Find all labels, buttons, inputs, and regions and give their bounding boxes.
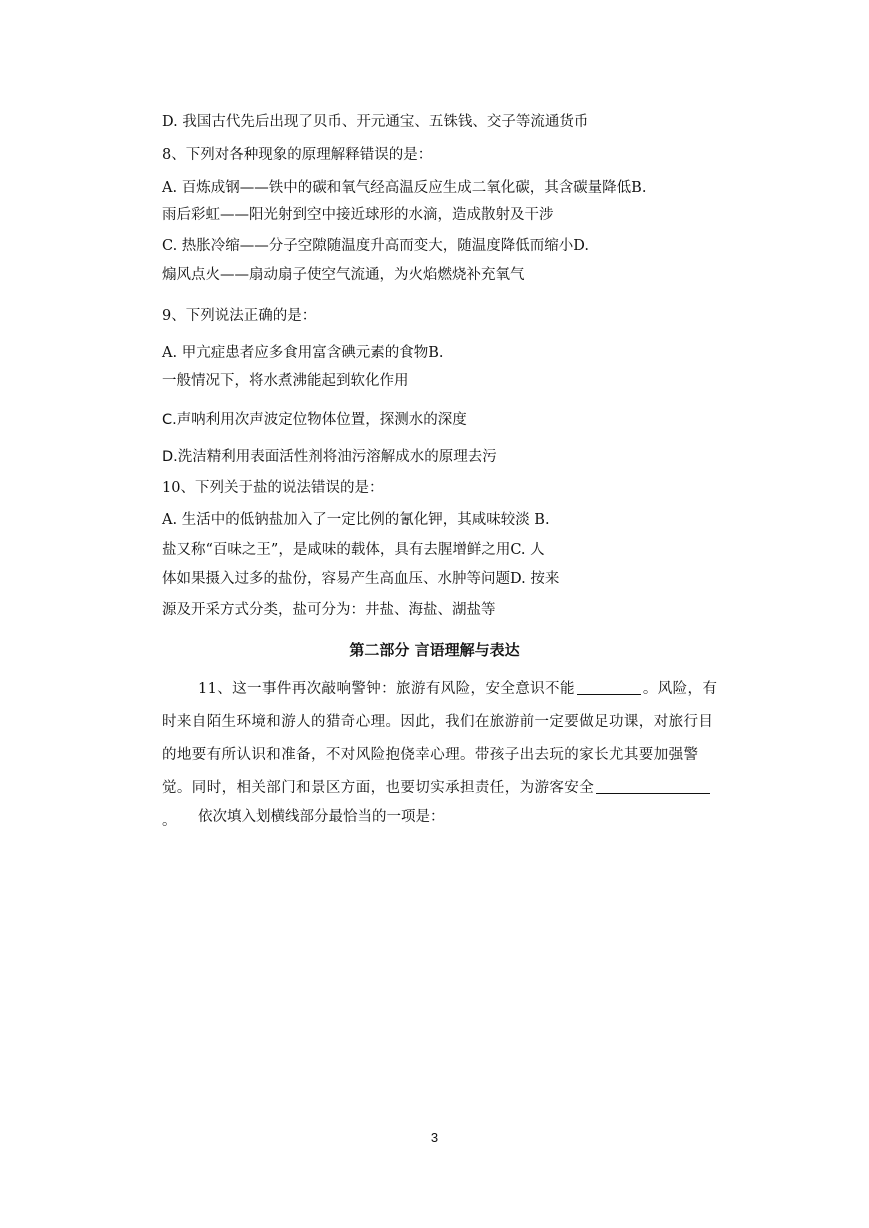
- q8-line-1: A. 百炼成钢——铁中的碳和氧气经高温反应生成二氧化碳，其含碳量降低B.: [162, 180, 647, 196]
- q8-line-3: C. 热胀冷缩——分子空隙随温度升高而变大，随温度降低而缩小D.: [162, 238, 590, 254]
- q7-option-d: D. 我国古代先后出现了贝币、开元通宝、五铢钱、交子等流通货币: [162, 114, 589, 130]
- q10-line-3: 体如果摄入过多的盐份，容易产生高血压、水肿等问题D. 按来: [162, 571, 560, 587]
- q9-option-c: C.声呐利用次声波定位物体位置，探测水的深度: [162, 412, 467, 428]
- page-number: 3: [430, 1130, 439, 1145]
- q9-option-d: D.洗洁精利用表面活性剂将油污溶解成水的原理去污: [162, 449, 497, 465]
- q10-line-2: 盐又称“百味之王”，是咸味的载体，具有去腥增鲜之用C. 人: [162, 542, 545, 558]
- q9-line-2: 一般情况下，将水煮沸能起到软化作用: [162, 373, 409, 389]
- section-heading: 第二部分 言语理解与表达: [349, 641, 520, 659]
- q10-line-4: 源及开采方式分类，盐可分为：井盐、海盐、湖盐等: [162, 602, 496, 618]
- q10-stem: 10、下列关于盐的说法错误的是：: [162, 480, 384, 496]
- q8-line-2: 雨后彩虹——阳光射到空中接近球形的水滴，造成散射及干涉: [162, 207, 554, 223]
- q11-blank-2: [596, 777, 710, 794]
- q10-line-1: A. 生活中的低钠盐加入了一定比例的氰化钾，其咸味较淡 B.: [162, 512, 550, 528]
- q11-text-part-3: 。: [162, 813, 177, 829]
- q11-text-part-1: 11、这一事件再次敲响警钟：旅游有风险，安全意识不能: [198, 681, 575, 697]
- q11-instruction: 依次填入划横线部分最恰当的一项是：: [198, 809, 445, 825]
- q8-stem: 8、下列对各种现象的原理解释错误的是：: [162, 147, 433, 163]
- q11-blank-1: [577, 678, 641, 695]
- q9-stem: 9、下列说法正确的是：: [162, 308, 317, 324]
- q9-line-1: A. 甲亢症患者应多食用富含碘元素的食物B.: [162, 345, 444, 361]
- q8-line-4: 煽风点火——扇动扇子使空气流通，为火焰燃烧补充氧气: [162, 267, 525, 283]
- q11-text-part-2: 。风险，有时来自陌生环境和游人的猎奇心理。因此，我们在旅游前一定要做足功课，对旅行目的地要有所认识和准备，不对风险抱侥幸心理。带孩子出去玩的家长尤其要加强警 觉。同时，相关部门和景区方面，也要切实承担责任，为游客安全: [162, 681, 718, 796]
